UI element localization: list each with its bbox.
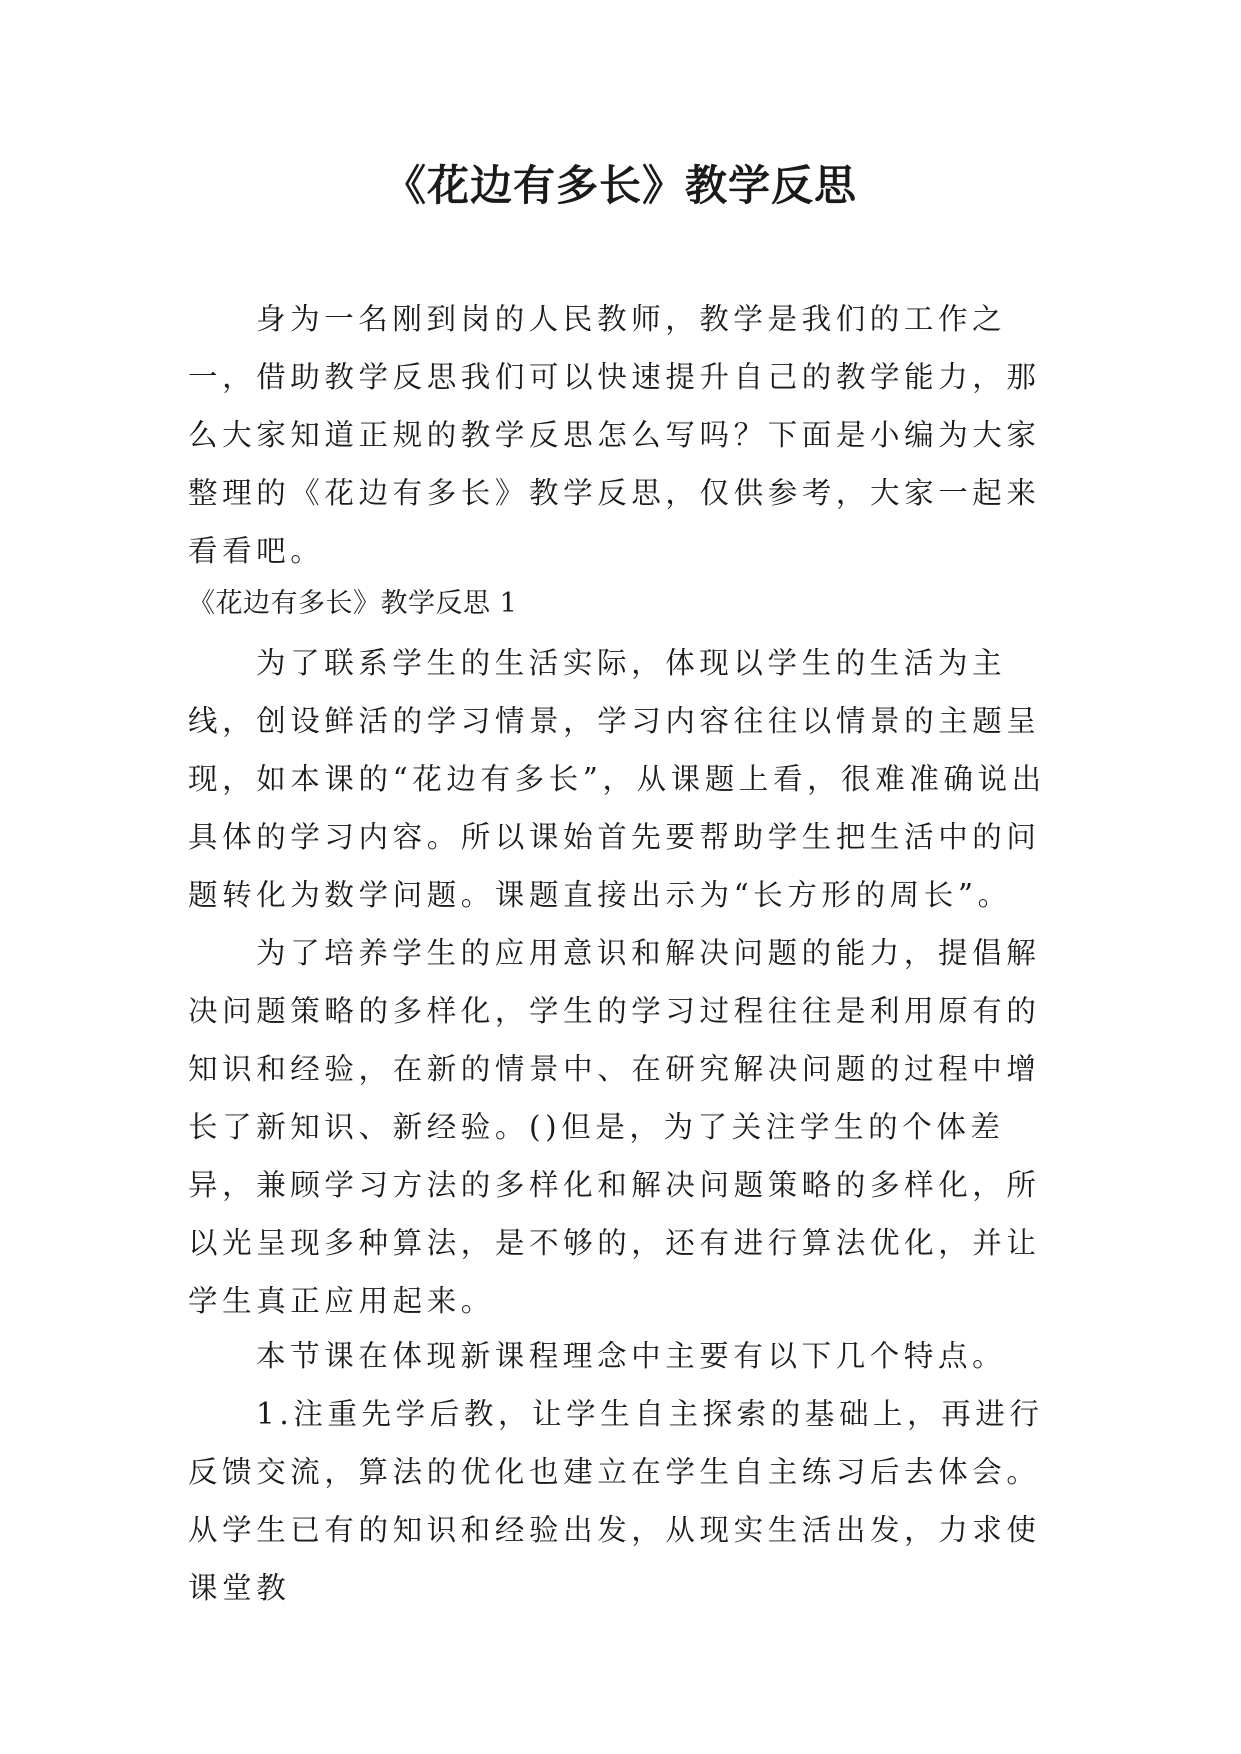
body-paragraph: 1.注重先学后教，让学生自主探索的基础上，再进行反馈交流，算法的优化也建立在学生自主练习后去体会。从学生已有的知识和经验出发，从现实生活出发，力求使课堂教 [188,1397,1044,1605]
intro-paragraph: 身为一名刚到岗的人民教师，教学是我们的工作之一，借助教学反思我们可以快速提升自己的教学能力，那么大家知道正规的教学反思怎么写吗？下面是小编为大家整理的《花边有多长》教学反思，仅供参考，大家一起来看看吧。 [188,302,1041,568]
section-heading: 《花边有多长》教学反思 1 [188,588,518,619]
body-paragraph: 本节课在体现新课程理念中主要有以下几个特点。 [256,1339,1007,1373]
document-title: 《花边有多长》教学反思 [383,161,857,210]
body-paragraph: 为了联系学生的生活实际，体现以学生的生活为主线，创设鲜活的学习情景，学习内容往往以情景的主题呈现，如本课的“花边有多长”，从课题上看，很难准确说出具体的学习内容。所以课始首先要帮助学生把生活中的问题转化为数学问题。课题直接出示为“长方形的周长”。 [188,646,1046,912]
body-paragraph: 为了培养学生的应用意识和解决问题的能力，提倡解决问题策略的多样化，学生的学习过程往往是利用原有的知识和经验，在新的情景中、在研究解决问题的过程中增长了新知识、新经验。()但是，为了关注学生的个体差异，兼顾学习方法的多样化和解决问题策略的多样化，所以光呈现多种算法，是不够的，还有进行算法优化，并让学生真正应用起来。 [188,936,1041,1318]
